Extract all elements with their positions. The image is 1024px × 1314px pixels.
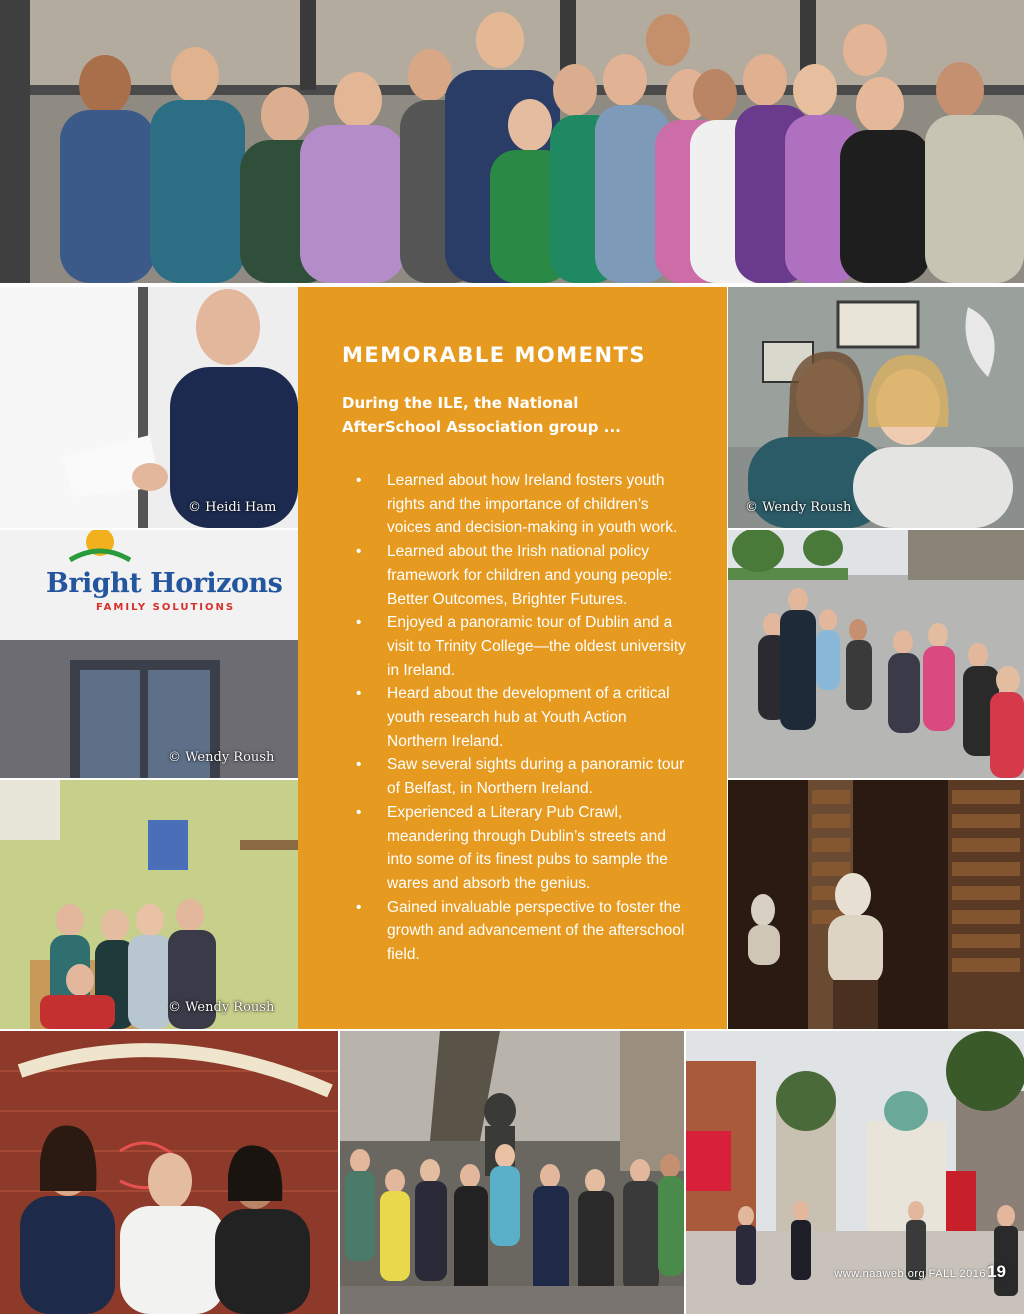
statue-group-photo bbox=[340, 1031, 684, 1314]
list-item-text: Learned about how Ireland fosters youth rights and the importance of children’s voices and decision-making in youth work. bbox=[387, 472, 678, 537]
list-item-text: Learned about the Irish national policy framework for children and young people: Better Outcomes, Brighter Futures. bbox=[387, 543, 673, 608]
library-busts-photo bbox=[728, 780, 1024, 1029]
bullet: • bbox=[356, 472, 362, 489]
list-item bbox=[342, 896, 687, 967]
list-item-text: Enjoyed a panoramic tour of Dublin and a visit to Trinity College—the oldest university in Ireland. bbox=[387, 614, 686, 679]
bullet: • bbox=[356, 614, 362, 632]
bullet: • bbox=[356, 685, 362, 703]
two-women-photo bbox=[728, 287, 1024, 528]
list-item bbox=[342, 682, 687, 753]
office-group-photo bbox=[0, 780, 298, 1029]
sign-brand: Bright Horizons bbox=[46, 568, 283, 599]
photo-credit: © Heidi Ham bbox=[188, 500, 277, 515]
photo-credit: © Wendy Roush bbox=[168, 1000, 275, 1015]
group-photo bbox=[0, 0, 1024, 283]
bullet: • bbox=[356, 543, 362, 561]
list-item-text: Experienced a Literary Pub Crawl, meandering through Dublin’s streets and into some of its finest pubs to sample the wares and absorb the genius. bbox=[387, 803, 668, 892]
photo-credit: © Wendy Roush bbox=[745, 500, 852, 515]
bullet: • bbox=[356, 756, 362, 774]
sign-tagline: FAMILY SOLUTIONS bbox=[96, 602, 236, 613]
panel-title: MEMORABLE MOMENTS bbox=[342, 343, 646, 367]
memorable-moments-panel bbox=[298, 287, 727, 1029]
list-item bbox=[342, 753, 687, 800]
list-item bbox=[342, 801, 687, 896]
moments-list bbox=[342, 469, 707, 967]
page-number: 19 bbox=[987, 1262, 1006, 1281]
list-item-text: Heard about the development of a critical youth research hub at Youth Action Northern Ireland. bbox=[387, 685, 670, 750]
bullet: • bbox=[356, 803, 362, 821]
list-item bbox=[342, 469, 687, 540]
footer-text: www.naaweb.org FALL 2016 bbox=[834, 1268, 986, 1280]
speaker-photo bbox=[0, 287, 298, 528]
mural-photo bbox=[0, 1031, 338, 1314]
list-item bbox=[342, 611, 687, 682]
panel-intro: During the ILE, the National AfterSchool Association group ... bbox=[342, 394, 621, 436]
list-item-text: Gained invaluable perspective to foster the growth and advancement of the afterschool field. bbox=[387, 898, 685, 964]
tour-group-photo bbox=[728, 530, 1024, 778]
bullet: • bbox=[356, 898, 362, 916]
list-item-text: Saw several sights during a panoramic tour of Belfast, in Northern Ireland. bbox=[387, 756, 685, 798]
photo-credit: © Wendy Roush bbox=[168, 750, 275, 765]
list-item bbox=[342, 540, 687, 611]
